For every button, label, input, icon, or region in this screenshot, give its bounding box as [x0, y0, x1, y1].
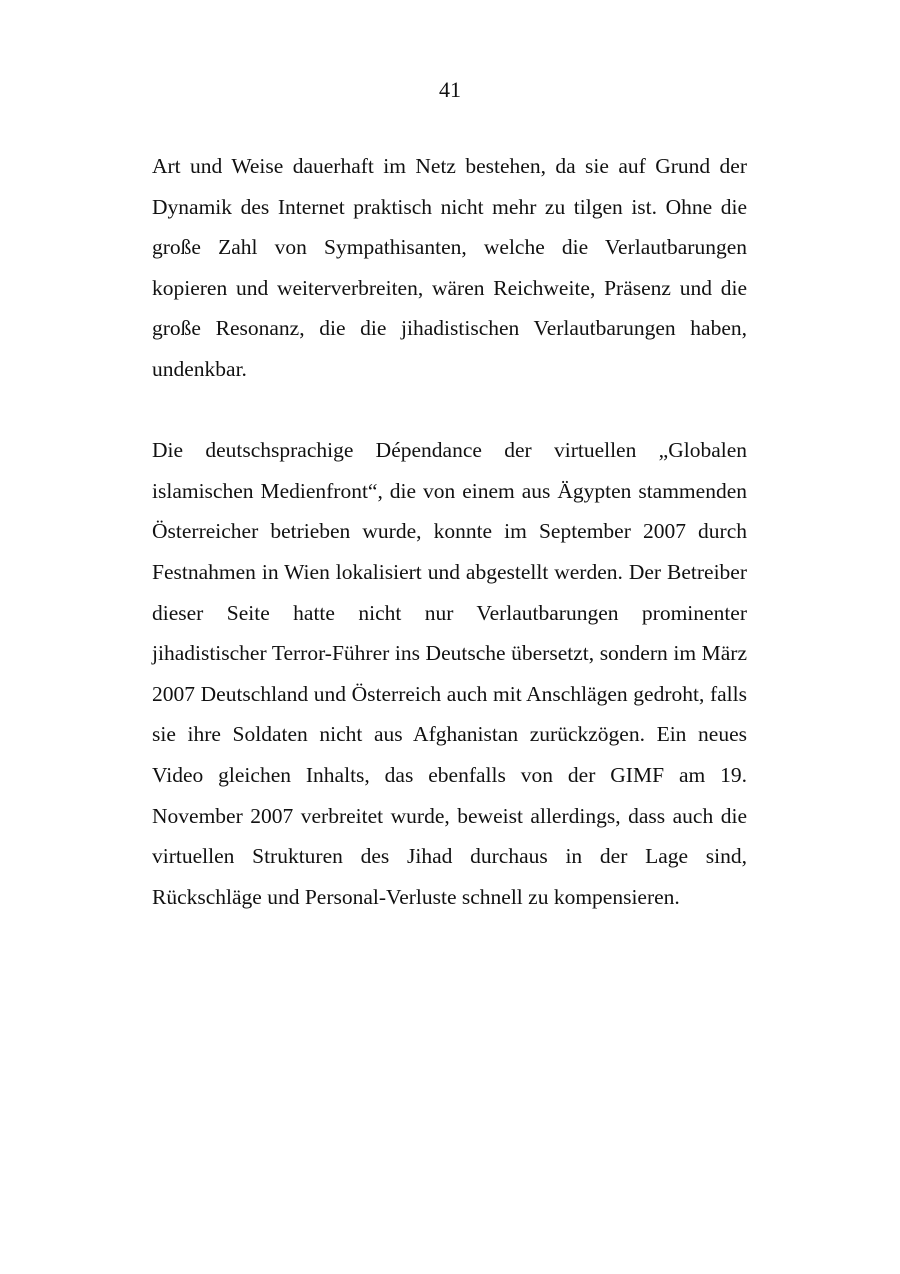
paragraph-1: Art und Weise dauerhaft im Netz bestehen, da sie auf Grund der Dynamik des Internet praktisch nicht mehr zu tilgen ist. Ohne die große Zahl von Sympathisanten, welche die Verlautbarungen kopieren und weiterverbreiten, wären Reichweite, Präsenz und die große Resonanz, die die jihadistischen Verlautbarungen haben, undenkbar.	[152, 154, 747, 381]
paragraph-2: Die deutschsprachige Dépendance der virtuellen „Globalen islamischen Medienfront“, die von einem aus Ägypten stammenden Österreicher betrieben wurde, konnte im September 2007 durch Festnahmen in Wien lokalisiert und abgestellt werden. Der Betreiber dieser Seite hatte nicht nur Verlautbarungen prominenter jihadistischer Terror-Führer ins Deutsche übersetzt, sondern im März 2007 Deutschland und Österreich auch mit Anschlägen gedroht, falls sie ihre Soldaten nicht aus Afghanistan zurückzögen. Ein neues Video gleichen Inhalts, das ebenfalls von der GIMF am 19. November 2007 verbreitet wurde, beweist allerdings, dass auch die virtuellen Strukturen des Jihad durchaus in der Lage sind, Rückschläge und Personal-Verluste schnell zu kompensieren.	[152, 438, 747, 909]
body-text	[152, 146, 747, 917]
page-number: 41	[439, 77, 461, 102]
